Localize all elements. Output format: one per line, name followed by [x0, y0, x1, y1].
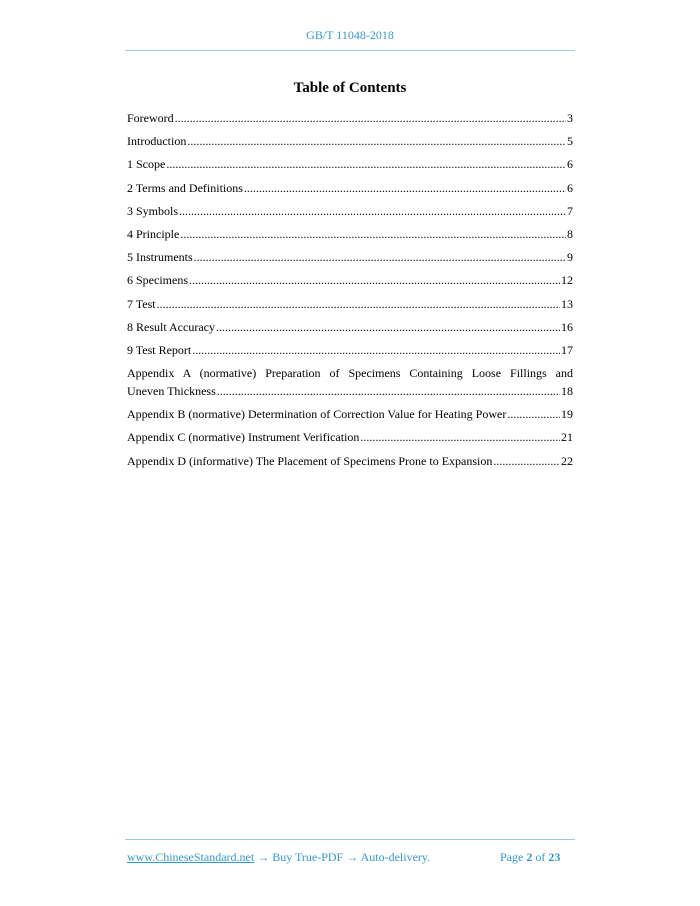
toc-entry-terms-definitions[interactable]	[127, 181, 573, 196]
dot-leader	[507, 407, 560, 422]
toc-entry-label: Appendix B (normative) Determination of Correction Value for Heating Power	[127, 407, 507, 422]
toc-entry-appendix-a[interactable]	[127, 366, 573, 399]
header-standard-code: GB/T 11048-2018	[306, 28, 394, 42]
footer-promo	[127, 850, 430, 865]
toc-entry-introduction[interactable]	[127, 134, 573, 149]
arrow-right-icon: →	[257, 850, 270, 864]
toc-entry-label-line2: Uneven Thickness	[127, 384, 216, 399]
toc-entry-page: 13	[561, 296, 573, 311]
toc-entry-appendix-d[interactable]	[127, 454, 573, 469]
page-number	[500, 850, 560, 865]
page-total: 23	[548, 850, 561, 864]
buy-true-pdf-text: Buy True-PDF	[272, 850, 344, 864]
toc-entry-label: 3 Symbols	[127, 203, 179, 218]
toc-entry-page: 6	[567, 180, 573, 195]
header-divider	[125, 50, 575, 51]
dot-leader	[180, 227, 566, 242]
toc-entry-label: Introduction	[127, 134, 187, 149]
toc-entry-test[interactable]	[127, 297, 573, 312]
toc-entry-page: 18	[561, 384, 573, 399]
dot-leader	[179, 204, 566, 219]
page-current: 2	[526, 850, 533, 864]
toc-entry-label: 1 Scope	[127, 157, 166, 172]
toc-entry-foreword[interactable]	[127, 111, 573, 126]
toc-entry-result-accuracy[interactable]	[127, 320, 573, 335]
toc-entry-label: 8 Result Accuracy	[127, 319, 215, 334]
toc-entry-label: 6 Specimens	[127, 273, 188, 288]
toc-entry-page: 21	[561, 430, 573, 445]
toc-entry-label: 7 Test	[127, 296, 156, 311]
dot-leader	[175, 111, 566, 126]
dot-leader	[157, 297, 560, 312]
page-word: Page	[500, 850, 524, 864]
dot-leader	[244, 181, 566, 196]
toc-entry-page: 17	[561, 342, 573, 357]
toc-entry-page: 9	[567, 250, 573, 265]
toc-entry-label: 4 Principle	[127, 226, 180, 241]
footer-divider	[125, 839, 575, 840]
table-of-contents	[127, 111, 573, 477]
toc-entry-specimens[interactable]	[127, 273, 573, 288]
toc-entry-test-report[interactable]	[127, 343, 573, 358]
dot-leader	[217, 384, 560, 399]
toc-entry-symbols[interactable]	[127, 204, 573, 219]
toc-entry-page: 12	[561, 273, 573, 288]
toc-entry-page: 3	[567, 111, 573, 125]
toc-entry-scope[interactable]	[127, 157, 573, 172]
toc-entry-page: 16	[561, 319, 573, 334]
dot-leader	[187, 134, 566, 149]
auto-delivery-text: Auto-delivery.	[360, 850, 431, 864]
toc-entry-appendix-b[interactable]	[127, 407, 573, 422]
toc-entry-label: Appendix C (normative) Instrument Verification	[127, 430, 360, 445]
toc-entry-appendix-c[interactable]	[127, 430, 573, 445]
toc-entry-page: 19	[561, 407, 573, 422]
dot-leader	[192, 343, 560, 358]
toc-entry-principle[interactable]	[127, 227, 573, 242]
toc-entry-page: 8	[567, 226, 573, 241]
dot-leader	[189, 273, 560, 288]
toc-entry-label: 2 Terms and Definitions	[127, 180, 243, 195]
toc-entry-instruments[interactable]	[127, 250, 573, 265]
dot-leader	[216, 320, 560, 335]
of-word: of	[535, 850, 546, 864]
dot-leader	[360, 430, 560, 445]
toc-entry-label-line1: Appendix A (normative) Preparation of Specimens Containing Loose Fillings and	[127, 366, 573, 381]
toc-entry-label: 9 Test Report	[127, 342, 192, 357]
toc-title: Table of Contents	[293, 80, 407, 96]
toc-entry-page: 22	[561, 453, 573, 468]
site-link[interactable]: www.ChineseStandard.net	[127, 850, 255, 864]
toc-entry-label: 5 Instruments	[127, 250, 193, 265]
toc-entry-label: Appendix D (informative) The Placement of Specimens Prone to Expansion	[127, 453, 493, 468]
toc-entry-page: 5	[567, 134, 573, 149]
toc-entry-page: 6	[567, 157, 573, 172]
toc-entry-page: 7	[567, 203, 573, 218]
dot-leader	[166, 157, 566, 172]
arrow-right-icon: →	[346, 850, 359, 864]
dot-leader	[493, 454, 560, 469]
dot-leader	[194, 250, 566, 265]
toc-entry-label: Foreword	[127, 111, 174, 125]
